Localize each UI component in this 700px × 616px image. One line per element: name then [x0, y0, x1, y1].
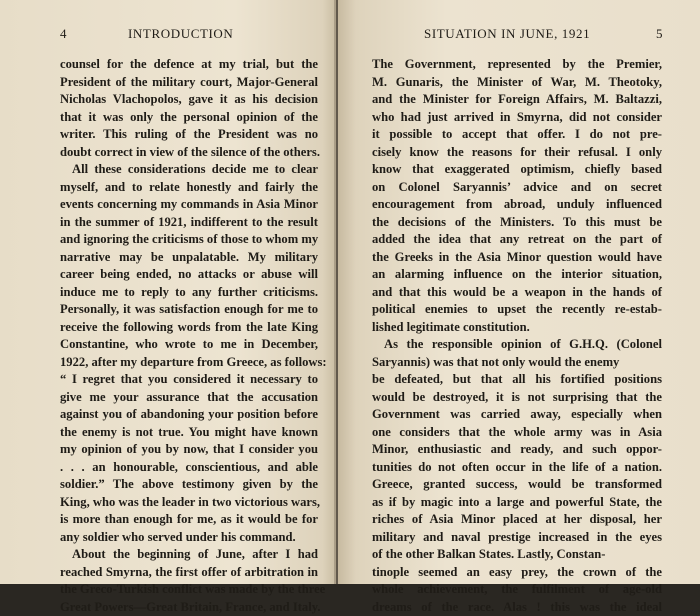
text-line: About the beginning of June, after I had — [60, 546, 318, 564]
text-line: counsel for the defence at my trial, but the — [60, 56, 318, 74]
text-line: President of the military court, Major-General — [60, 74, 318, 92]
text-line: and ignoring the criticisms of those to whom my — [60, 231, 318, 249]
text-line: the decisions of the Ministers. To this must be — [372, 214, 662, 232]
text-line: myself, and to relate honestly and fairly the — [60, 179, 318, 197]
text-line: of the other Balkan States. Lastly, Constan- — [372, 546, 662, 564]
text-line: as if by magic into a large and powerful State, the — [372, 494, 662, 512]
text-line: Personally, it was satisfaction enough for me to — [60, 301, 318, 319]
text-line: would be destroyed, it is not surprising that the — [372, 389, 662, 407]
right-page-body — [372, 56, 662, 616]
text-line: Great Powers—Great Britain, France, and Italy. — [60, 599, 318, 616]
text-line: in the summer of 1921, indifferent to the result — [60, 214, 318, 232]
text-line: The Government, represented by the Premier, — [372, 56, 662, 74]
text-line: career being ended, no attacks or abuse will — [60, 266, 318, 284]
text-line: reached Smyrna, the first offer of arbitration in — [60, 564, 318, 582]
text-line: the enemy is not true. You might have known — [60, 424, 318, 442]
text-line: one considers that the whole army was in Asia — [372, 424, 662, 442]
text-line: against you of abandoning your position before — [60, 406, 318, 424]
text-line: give me your assurance that the accusation — [60, 389, 318, 407]
text-line: riches of Asia Minor placed at her disposal, her — [372, 511, 662, 529]
text-line: and that this would be a weapon in the hands of — [372, 284, 662, 302]
text-line: on Colonel Saryannis’ advice and on secret — [372, 179, 662, 197]
left-page-body — [60, 56, 318, 616]
text-line: encouragement from abroad, unduly influenced — [372, 196, 662, 214]
text-line: whole achievement, the fulfilment of age-old — [372, 581, 662, 599]
left-page — [0, 0, 336, 584]
text-line: political enemies to upset the recently re-estab- — [372, 301, 662, 319]
text-line: induce me to reply to any further criticisms. — [60, 284, 318, 302]
text-line: be defeated, but that all his fortified positions — [372, 371, 662, 389]
text-line: King, who was the leader in two victorious wars, — [60, 494, 318, 512]
text-line: an alarming influence on the interior situation, — [372, 266, 662, 284]
text-line: doubt correct in view of the silence of the others. — [60, 144, 318, 162]
text-line: Saryannis) was that not only would the enemy — [372, 354, 662, 372]
text-line: “ I regret that you considered it necessary to — [60, 371, 318, 389]
text-line: is more than enough for me, as it would be for — [60, 511, 318, 529]
text-line: . . . an honourable, conscientious, and able — [60, 459, 318, 477]
text-line: soldier.” The above testimony given by the — [60, 476, 318, 494]
text-line: that it was only the personal opinion of the — [60, 109, 318, 127]
text-line: the Greeks in the Asia Minor question would have — [372, 249, 662, 267]
text-line: and the Minister for Foreign Affairs, M. Baltazzi, — [372, 91, 662, 109]
text-line: the Greco-Turkish conflict was made by the three — [60, 581, 318, 599]
text-line: events concerning my commands in Asia Minor — [60, 196, 318, 214]
text-line: All these considerations decide me to clear — [60, 161, 318, 179]
text-line: my opinion of you by now, that I consider you — [60, 441, 318, 459]
text-line: cisely know the reasons for their refusal. I only — [372, 144, 662, 162]
text-line: who had just arrived in Smyrna, did not consider — [372, 109, 662, 127]
text-line: Government was carried away, especially when — [372, 406, 662, 424]
text-line: it possible to accept that offer. I do not pre- — [372, 126, 662, 144]
text-line: narrative may be unpalatable. My military — [60, 249, 318, 267]
text-line: Constantine, who wrote to me in December, — [60, 336, 318, 354]
left-running-head: INTRODUCTION — [128, 26, 233, 42]
text-line: tinople seemed an easy prey, the crown of the — [372, 564, 662, 582]
text-line: lished legitimate constitution. — [372, 319, 662, 337]
text-line: writer. This ruling of the President was no — [60, 126, 318, 144]
text-line: 1922, after my departure from Greece, as follows: — [60, 354, 318, 372]
text-line: any soldier who served under his command. — [60, 529, 318, 547]
text-line: Greece, granted success, would be transformed — [372, 476, 662, 494]
right-running-head: SITUATION IN JUNE, 1921 — [424, 26, 590, 42]
right-page — [338, 0, 700, 584]
text-line: know that exaggerated optimism, chiefly based — [372, 161, 662, 179]
text-line: As the responsible opinion of G.H.Q. (Colonel — [372, 336, 662, 354]
text-line: dreams of the race. Alas ! this was the ideal — [372, 599, 662, 616]
right-page-number: 5 — [656, 26, 663, 42]
text-line: receive the following words from the late King — [60, 319, 318, 337]
text-line: tunities do not often occur in the life of a nation. — [372, 459, 662, 477]
text-line: added the idea that any retreat on the part of — [372, 231, 662, 249]
text-line: military and naval prestige increased in the eyes — [372, 529, 662, 547]
left-page-number: 4 — [60, 26, 67, 42]
text-line: Minor, enthusiastic and ready, and such oppor- — [372, 441, 662, 459]
text-line: M. Gunaris, the Minister of War, M. Theotoky, — [372, 74, 662, 92]
text-line: Nicholas Vlachopolos, gave it as his decision — [60, 91, 318, 109]
